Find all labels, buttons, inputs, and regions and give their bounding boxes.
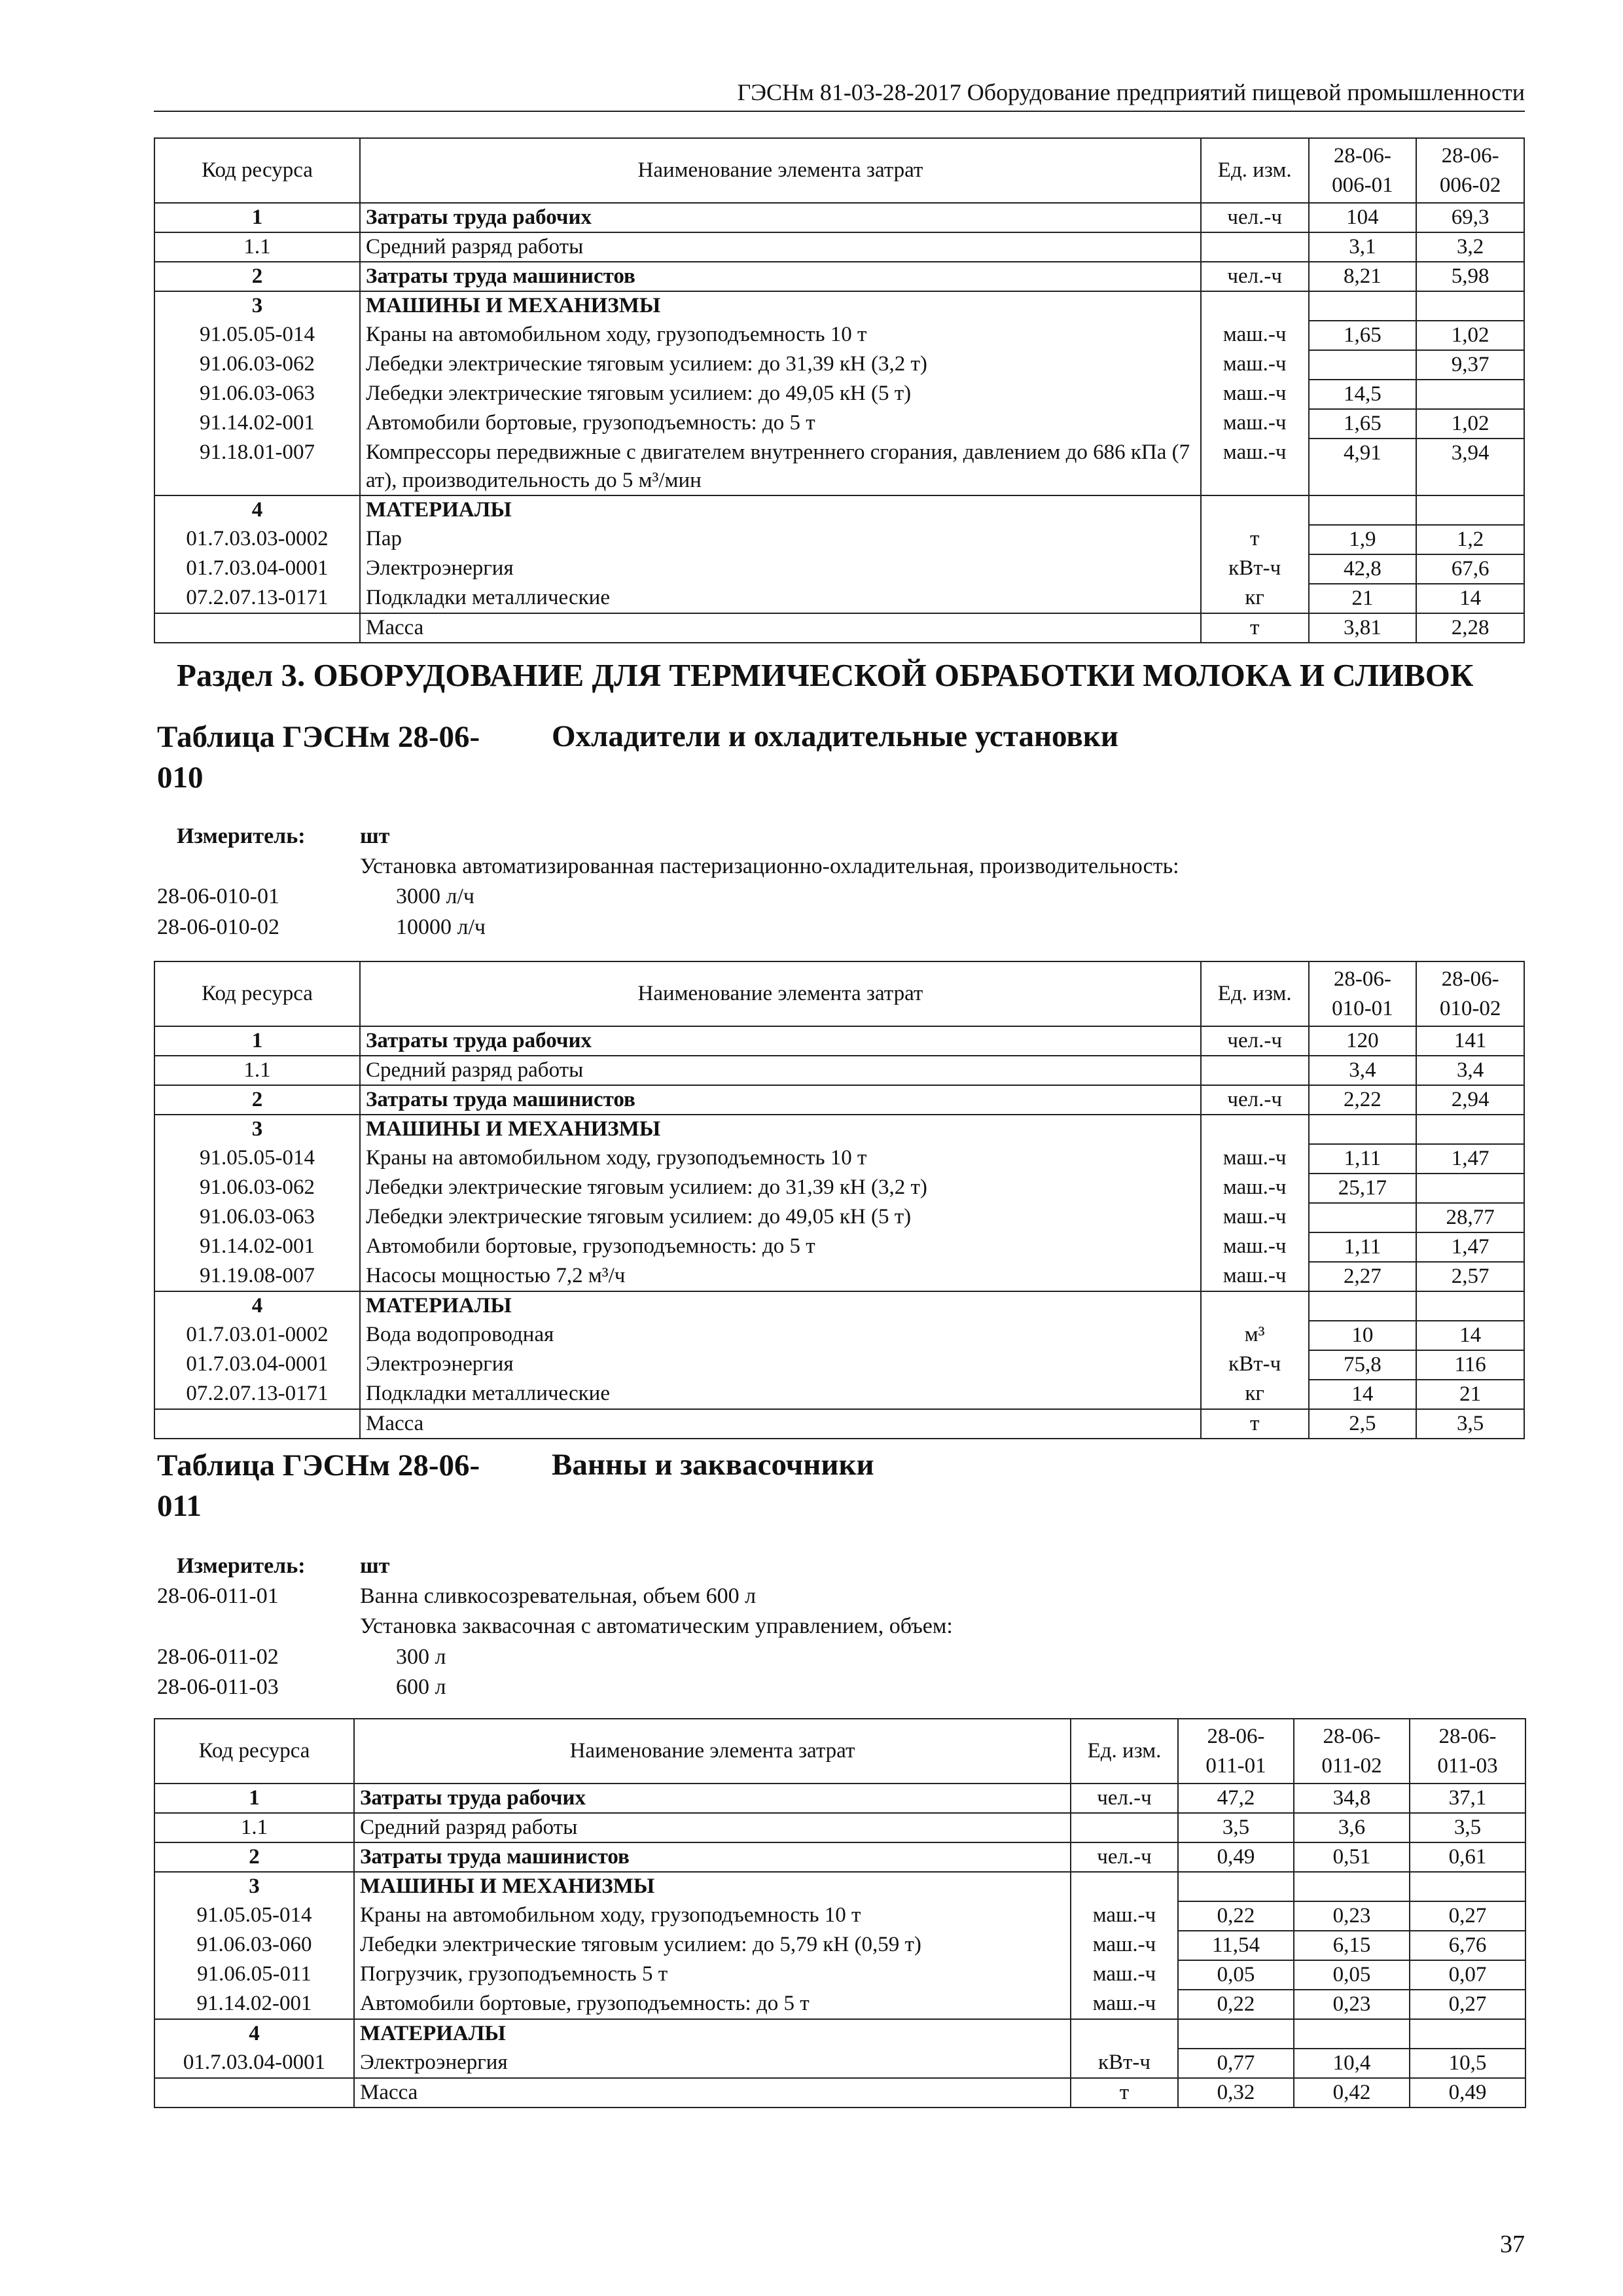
value-cell: 6,76 — [1410, 1931, 1525, 1960]
unit-cell: маш.-ч — [1071, 1931, 1178, 1960]
table-row — [154, 1409, 1524, 1439]
resource-name-cell: МАТЕРИАЛЫ — [360, 1291, 1201, 1321]
table-row — [154, 495, 1524, 525]
value-cell — [1309, 350, 1417, 380]
table-row — [154, 1174, 1524, 1203]
resource-table-28-06-010 — [154, 961, 1525, 1439]
value-cell: 141 — [1416, 1026, 1524, 1056]
value-cell: 37,1 — [1410, 1784, 1525, 1813]
resource-name-cell: Краны на автомобильном ходу, грузоподъемность 10 т — [360, 1144, 1201, 1174]
value-cell: 3,4 — [1416, 1056, 1524, 1085]
value-cell: 0,49 — [1410, 2078, 1525, 2108]
table-row — [154, 613, 1524, 643]
resource-name-cell: Насосы мощностью 7,2 м³/ч — [360, 1262, 1201, 1291]
resource-code-cell — [154, 1409, 360, 1439]
value-cell: 6,15 — [1294, 1931, 1410, 1960]
norm-code: 28-06-011-02 — [157, 1644, 279, 1669]
resource-name-cell: Масса — [360, 613, 1201, 643]
resource-name-cell: Затраты труда рабочих — [360, 203, 1201, 232]
unit-cell: т — [1071, 2078, 1178, 2108]
value-cell: 0,22 — [1178, 1901, 1294, 1931]
table-row — [154, 1291, 1524, 1321]
resource-name-cell: Лебедки электрические тяговым усилием: до 31,39 кН (3,2 т) — [360, 350, 1201, 380]
unit-cell: маш.-ч — [1201, 1174, 1309, 1203]
value-cell: 25,17 — [1309, 1174, 1417, 1203]
value-cell: 0,05 — [1178, 1960, 1294, 1990]
col-header-code: Код ресурса — [154, 1719, 354, 1784]
value-cell: 2,22 — [1309, 1085, 1417, 1115]
resource-name-cell: Подкладки металлические — [360, 584, 1201, 613]
value-cell — [1178, 1872, 1294, 1901]
unit-cell — [1071, 1813, 1178, 1842]
resource-code-cell: 01.7.03.03-0002 — [154, 525, 360, 554]
resource-table-28-06-006 — [154, 137, 1525, 643]
page-number: 37 — [1500, 2231, 1525, 2258]
value-cell: 14 — [1416, 584, 1524, 613]
value-cell: 9,37 — [1416, 350, 1524, 380]
table-row — [154, 1056, 1524, 1085]
unit-cell — [1201, 1115, 1309, 1144]
value-cell — [1416, 1115, 1524, 1144]
value-cell: 1,65 — [1309, 321, 1417, 350]
resource-code-cell — [154, 2078, 354, 2108]
resource-name-cell: Автомобили бортовые, грузоподъемность: до 5 т — [360, 409, 1201, 439]
resource-name-cell: Автомобили бортовые, грузоподъемность: до 5 т — [360, 1232, 1201, 1262]
meter-label: Измеритель: — [177, 824, 306, 848]
meter-unit: шт — [360, 824, 390, 848]
value-cell — [1309, 291, 1417, 321]
value-cell — [1294, 1872, 1410, 1901]
value-cell — [1416, 1291, 1524, 1321]
resource-code-cell: 07.2.07.13-0171 — [154, 1380, 360, 1409]
running-header: ГЭСНм 81-03-28-2017 Оборудование предприятий пищевой промышленности — [154, 77, 1525, 112]
resource-name-cell: Лебедки электрические тяговым усилием: до 5,79 кН (0,59 т) — [354, 1931, 1071, 1960]
col-header-norm: 28-06- 010-01 — [1309, 961, 1417, 1026]
unit-cell: маш.-ч — [1071, 1990, 1178, 2019]
value-cell: 0,27 — [1410, 1990, 1525, 2019]
value-cell: 4,91 — [1309, 439, 1417, 495]
value-cell: 10,4 — [1294, 2049, 1410, 2078]
unit-cell: кВт-ч — [1201, 554, 1309, 584]
table-row — [154, 1203, 1524, 1232]
unit-cell: м³ — [1201, 1321, 1309, 1350]
unit-cell: маш.-ч — [1201, 350, 1309, 380]
value-cell: 28,77 — [1416, 1203, 1524, 1232]
value-cell: 0,49 — [1178, 1842, 1294, 1872]
value-cell: 8,21 — [1309, 262, 1417, 291]
norm-code: 28-06-010-02 — [157, 914, 279, 939]
table-row — [154, 1990, 1525, 2019]
unit-cell: чел.-ч — [1201, 203, 1309, 232]
resource-code-cell: 1.1 — [154, 1056, 360, 1085]
unit-cell — [1201, 291, 1309, 321]
value-cell: 2,57 — [1416, 1262, 1524, 1291]
resource-name-cell: МАТЕРИАЛЫ — [360, 495, 1201, 525]
resource-code-cell: 1.1 — [154, 1813, 354, 1842]
resource-code-cell: 1 — [154, 203, 360, 232]
meter-block — [157, 1551, 953, 1702]
value-cell: 120 — [1309, 1026, 1417, 1056]
table-row — [154, 232, 1524, 262]
resource-code-cell: 01.7.03.01-0002 — [154, 1321, 360, 1350]
col-header-unit: Ед. изм. — [1201, 961, 1309, 1026]
norm-code: 28-06-011-01 — [157, 1584, 279, 1609]
unit-cell: т — [1201, 1409, 1309, 1439]
value-cell: 47,2 — [1178, 1784, 1294, 1813]
unit-cell: маш.-ч — [1071, 1901, 1178, 1931]
resource-name-cell: Краны на автомобильном ходу, грузоподъемность 10 т — [354, 1901, 1071, 1931]
value-cell: 1,65 — [1309, 409, 1417, 439]
unit-cell: маш.-ч — [1201, 1232, 1309, 1262]
table-row — [154, 321, 1524, 350]
table-row — [154, 1085, 1524, 1115]
value-cell: 0,05 — [1294, 1960, 1410, 1990]
value-cell: 104 — [1309, 203, 1417, 232]
norm-text: 600 л — [396, 1674, 446, 1699]
norm-text: Ванна сливкосозревательная, объем 600 л — [360, 1584, 757, 1609]
resource-code-cell: 01.7.03.04-0001 — [154, 554, 360, 584]
norm-text: 300 л — [396, 1644, 446, 1669]
table-row — [154, 1813, 1525, 1842]
value-cell: 42,8 — [1309, 554, 1417, 584]
resource-code-cell: 91.14.02-001 — [154, 409, 360, 439]
resource-name-cell: Затраты труда машинистов — [360, 262, 1201, 291]
value-cell: 1,2 — [1416, 525, 1524, 554]
value-cell: 2,28 — [1416, 613, 1524, 643]
table-row — [154, 1350, 1524, 1380]
value-cell: 1,11 — [1309, 1232, 1417, 1262]
resource-name-cell: Автомобили бортовые, грузоподъемность: до 5 т — [354, 1990, 1071, 2019]
table-row — [154, 1262, 1524, 1291]
table-row — [154, 525, 1524, 554]
resource-code-cell: 07.2.07.13-0171 — [154, 584, 360, 613]
value-cell: 1,11 — [1309, 1144, 1417, 1174]
resource-code-cell — [154, 613, 360, 643]
norm-text: 10000 л/ч — [396, 914, 486, 939]
col-header-norm: 28-06- 010-02 — [1416, 961, 1524, 1026]
value-cell — [1309, 1291, 1417, 1321]
resource-code-cell: 3 — [154, 1115, 360, 1144]
value-cell — [1416, 291, 1524, 321]
unit-cell: маш.-ч — [1201, 380, 1309, 409]
resource-code-cell: 01.7.03.04-0001 — [154, 1350, 360, 1380]
value-cell: 69,3 — [1416, 203, 1524, 232]
value-cell — [1416, 380, 1524, 409]
unit-cell: кг — [1201, 584, 1309, 613]
resource-name-cell: Электроэнергия — [360, 554, 1201, 584]
value-cell: 0,22 — [1178, 1990, 1294, 2019]
value-cell: 0,61 — [1410, 1842, 1525, 1872]
value-cell: 3,94 — [1416, 439, 1524, 495]
value-cell — [1309, 1203, 1417, 1232]
resource-code-cell: 4 — [154, 1291, 360, 1321]
unit-cell: кг — [1201, 1380, 1309, 1409]
table-row — [154, 1321, 1524, 1350]
table-row — [154, 2049, 1525, 2078]
table-row — [154, 2078, 1525, 2108]
value-cell: 0,51 — [1294, 1842, 1410, 1872]
unit-cell: маш.-ч — [1201, 1203, 1309, 1232]
table-row — [154, 1931, 1525, 1960]
unit-cell: чел.-ч — [1071, 1784, 1178, 1813]
resource-code-cell: 2 — [154, 1085, 360, 1115]
resource-code-cell: 01.7.03.04-0001 — [154, 2049, 354, 2078]
value-cell — [1416, 1174, 1524, 1203]
resource-name-cell: Компрессоры передвижные с двигателем внутреннего сгорания, давлением до 686 кПа (7 ат), производительность до 5 м³/мин — [360, 439, 1201, 495]
unit-cell — [1071, 1872, 1178, 1901]
value-cell: 3,4 — [1309, 1056, 1417, 1085]
value-cell: 0,42 — [1294, 2078, 1410, 2108]
resource-code-cell: 91.05.05-014 — [154, 1144, 360, 1174]
resource-name-cell: Лебедки электрические тяговым усилием: до 49,05 кН (5 т) — [360, 380, 1201, 409]
resource-code-cell: 91.06.05-011 — [154, 1960, 354, 1990]
table-name: Ванны и заквасочники — [552, 1448, 874, 1482]
col-header-norm: 28-06- 006-01 — [1309, 138, 1417, 203]
resource-name-cell: МАШИНЫ И МЕХАНИЗМЫ — [354, 1872, 1071, 1901]
resource-code-cell: 91.14.02-001 — [154, 1990, 354, 2019]
unit-cell: т — [1201, 525, 1309, 554]
value-cell — [1410, 1872, 1525, 1901]
value-cell: 21 — [1416, 1380, 1524, 1409]
value-cell — [1410, 2019, 1525, 2049]
col-header-norm: 28-06- 011-02 — [1294, 1719, 1410, 1784]
resource-name-cell: Лебедки электрические тяговым усилием: до 49,05 кН (5 т) — [360, 1203, 1201, 1232]
col-header-norm: 28-06- 011-03 — [1410, 1719, 1525, 1784]
norm-text: 3000 л/ч — [396, 884, 475, 909]
value-cell: 14,5 — [1309, 380, 1417, 409]
resource-code-cell: 2 — [154, 1842, 354, 1872]
value-cell: 0,77 — [1178, 2049, 1294, 2078]
value-cell: 21 — [1309, 584, 1417, 613]
value-cell: 1,02 — [1416, 321, 1524, 350]
value-cell: 10,5 — [1410, 2049, 1525, 2078]
resource-name-cell: Вода водопроводная — [360, 1321, 1201, 1350]
table-row — [154, 1842, 1525, 1872]
resource-code-cell: 91.05.05-014 — [154, 1901, 354, 1931]
value-cell: 0,23 — [1294, 1990, 1410, 2019]
resource-code-cell: 1 — [154, 1784, 354, 1813]
resource-code-cell: 91.05.05-014 — [154, 321, 360, 350]
resource-name-cell: Затраты труда рабочих — [354, 1784, 1071, 1813]
table-label: Таблица ГЭСНм 28-06- 011 — [157, 1448, 480, 1524]
resource-name-cell: Средний разряд работы — [354, 1813, 1071, 1842]
table-row — [154, 554, 1524, 584]
unit-cell: маш.-ч — [1071, 1960, 1178, 1990]
resource-code-cell: 2 — [154, 262, 360, 291]
value-cell: 1,02 — [1416, 409, 1524, 439]
col-header-code: Код ресурса — [154, 138, 360, 203]
value-cell: 3,2 — [1416, 232, 1524, 262]
col-header-unit: Ед. изм. — [1071, 1719, 1178, 1784]
resource-code-cell: 3 — [154, 291, 360, 321]
value-cell: 1,9 — [1309, 525, 1417, 554]
unit-cell: т — [1201, 613, 1309, 643]
resource-code-cell: 4 — [154, 2019, 354, 2049]
table-row — [154, 409, 1524, 439]
value-cell: 0,23 — [1294, 1901, 1410, 1931]
resource-name-cell: Масса — [360, 1409, 1201, 1439]
value-cell: 11,54 — [1178, 1931, 1294, 1960]
value-cell: 0,27 — [1410, 1901, 1525, 1931]
value-cell — [1309, 1115, 1417, 1144]
value-cell — [1178, 2019, 1294, 2049]
value-cell: 3,1 — [1309, 232, 1417, 262]
norm-code: 28-06-011-03 — [157, 1674, 279, 1699]
value-cell: 5,98 — [1416, 262, 1524, 291]
resource-name-cell: Погрузчик, грузоподъемность 5 т — [354, 1960, 1071, 1990]
unit-cell — [1201, 1056, 1309, 1085]
resource-name-cell: Средний разряд работы — [360, 1056, 1201, 1085]
resource-name-cell: Краны на автомобильном ходу, грузоподъемность 10 т — [360, 321, 1201, 350]
resource-code-cell: 91.06.03-060 — [154, 1931, 354, 1960]
table-row — [154, 2019, 1525, 2049]
resource-name-cell: Затраты труда машинистов — [354, 1842, 1071, 1872]
unit-cell — [1071, 2019, 1178, 2049]
resource-code-cell: 91.06.03-062 — [154, 350, 360, 380]
resource-code-cell: 91.19.08-007 — [154, 1262, 360, 1291]
table-row — [154, 1960, 1525, 1990]
col-header-norm: 28-06- 011-01 — [1178, 1719, 1294, 1784]
value-cell: 3,81 — [1309, 613, 1417, 643]
resource-code-cell: 3 — [154, 1872, 354, 1901]
meter-label: Измеритель: — [177, 1554, 306, 1578]
resource-code-cell: 91.14.02-001 — [154, 1232, 360, 1262]
resource-name-cell: Подкладки металлические — [360, 1380, 1201, 1409]
resource-code-cell: 91.06.03-063 — [154, 1203, 360, 1232]
table-row — [154, 1784, 1525, 1813]
resource-name-cell: Электроэнергия — [360, 1350, 1201, 1380]
table-name: Охладители и охладительные установки — [552, 719, 1118, 753]
unit-cell: маш.-ч — [1201, 321, 1309, 350]
norm-code: 28-06-010-01 — [157, 884, 279, 909]
unit-cell: маш.-ч — [1201, 1144, 1309, 1174]
table-row — [154, 1901, 1525, 1931]
resource-name-cell: Электроэнергия — [354, 2049, 1071, 2078]
value-cell: 0,32 — [1178, 2078, 1294, 2108]
table-row — [154, 350, 1524, 380]
table-row — [154, 291, 1524, 321]
resource-code-cell: 1.1 — [154, 232, 360, 262]
unit-cell: чел.-ч — [1201, 1026, 1309, 1056]
table-row — [154, 203, 1524, 232]
table-row — [154, 584, 1524, 613]
unit-cell — [1201, 1291, 1309, 1321]
meter-block — [157, 821, 1179, 942]
table-row — [154, 380, 1524, 409]
resource-name-cell: Масса — [354, 2078, 1071, 2108]
resource-code-cell: 1 — [154, 1026, 360, 1056]
meter-unit: шт — [360, 1554, 390, 1578]
unit-cell: кВт-ч — [1201, 1350, 1309, 1380]
table-description: Установка заквасочная с автоматическим управлением, объем: — [360, 1614, 953, 1639]
value-cell — [1416, 495, 1524, 525]
unit-cell: чел.-ч — [1201, 262, 1309, 291]
value-cell — [1309, 495, 1417, 525]
value-cell: 2,5 — [1309, 1409, 1417, 1439]
col-header-name: Наименование элемента затрат — [360, 138, 1201, 203]
value-cell: 10 — [1309, 1321, 1417, 1350]
unit-cell: маш.-ч — [1201, 409, 1309, 439]
resource-name-cell: МАШИНЫ И МЕХАНИЗМЫ — [360, 291, 1201, 321]
value-cell: 3,6 — [1294, 1813, 1410, 1842]
value-cell: 1,47 — [1416, 1232, 1524, 1262]
table-row — [154, 1026, 1524, 1056]
table-row — [154, 1115, 1524, 1144]
resource-code-cell: 91.06.03-063 — [154, 380, 360, 409]
value-cell: 67,6 — [1416, 554, 1524, 584]
table-row — [154, 1232, 1524, 1262]
unit-cell: чел.-ч — [1201, 1085, 1309, 1115]
table-row — [154, 1144, 1524, 1174]
resource-name-cell: Средний разряд работы — [360, 232, 1201, 262]
value-cell: 1,47 — [1416, 1144, 1524, 1174]
resource-name-cell: Затраты труда машинистов — [360, 1085, 1201, 1115]
unit-cell — [1201, 232, 1309, 262]
resource-code-cell: 91.18.01-007 — [154, 439, 360, 495]
resource-name-cell: Пар — [360, 525, 1201, 554]
value-cell: 14 — [1309, 1380, 1417, 1409]
unit-cell: маш.-ч — [1201, 439, 1309, 495]
col-header-name: Наименование элемента затрат — [360, 961, 1201, 1026]
value-cell: 3,5 — [1178, 1813, 1294, 1842]
value-cell: 14 — [1416, 1321, 1524, 1350]
value-cell: 3,5 — [1410, 1813, 1525, 1842]
resource-name-cell: МАШИНЫ И МЕХАНИЗМЫ — [360, 1115, 1201, 1144]
unit-cell: чел.-ч — [1071, 1842, 1178, 1872]
value-cell — [1294, 2019, 1410, 2049]
col-header-name: Наименование элемента затрат — [354, 1719, 1071, 1784]
resource-name-cell: МАТЕРИАЛЫ — [354, 2019, 1071, 2049]
unit-cell: маш.-ч — [1201, 1262, 1309, 1291]
table-description: Установка автоматизированная пастеризационно-охладительная, производительность: — [360, 854, 1179, 879]
value-cell: 75,8 — [1309, 1350, 1417, 1380]
resource-code-cell: 91.06.03-062 — [154, 1174, 360, 1203]
value-cell: 0,07 — [1410, 1960, 1525, 1990]
table-row — [154, 1872, 1525, 1901]
col-header-code: Код ресурса — [154, 961, 360, 1026]
table-row — [154, 1380, 1524, 1409]
col-header-norm: 28-06- 006-02 — [1416, 138, 1524, 203]
table-row — [154, 439, 1524, 495]
resource-code-cell: 4 — [154, 495, 360, 525]
value-cell: 34,8 — [1294, 1784, 1410, 1813]
resource-name-cell: Затраты труда рабочих — [360, 1026, 1201, 1056]
resource-name-cell: Лебедки электрические тяговым усилием: до 31,39 кН (3,2 т) — [360, 1174, 1201, 1203]
table-row — [154, 262, 1524, 291]
resource-table-28-06-011 — [154, 1718, 1526, 2108]
col-header-unit: Ед. изм. — [1201, 138, 1309, 203]
value-cell: 2,27 — [1309, 1262, 1417, 1291]
value-cell: 3,5 — [1416, 1409, 1524, 1439]
table-label: Таблица ГЭСНм 28-06- 010 — [157, 720, 480, 795]
section-title: Раздел 3. ОБОРУДОВАНИЕ ДЛЯ ТЕРМИЧЕСКОЙ ОБРАБОТКИ МОЛОКА И СЛИВОК — [177, 657, 1474, 693]
unit-cell — [1201, 495, 1309, 525]
value-cell: 2,94 — [1416, 1085, 1524, 1115]
value-cell: 116 — [1416, 1350, 1524, 1380]
unit-cell: кВт-ч — [1071, 2049, 1178, 2078]
